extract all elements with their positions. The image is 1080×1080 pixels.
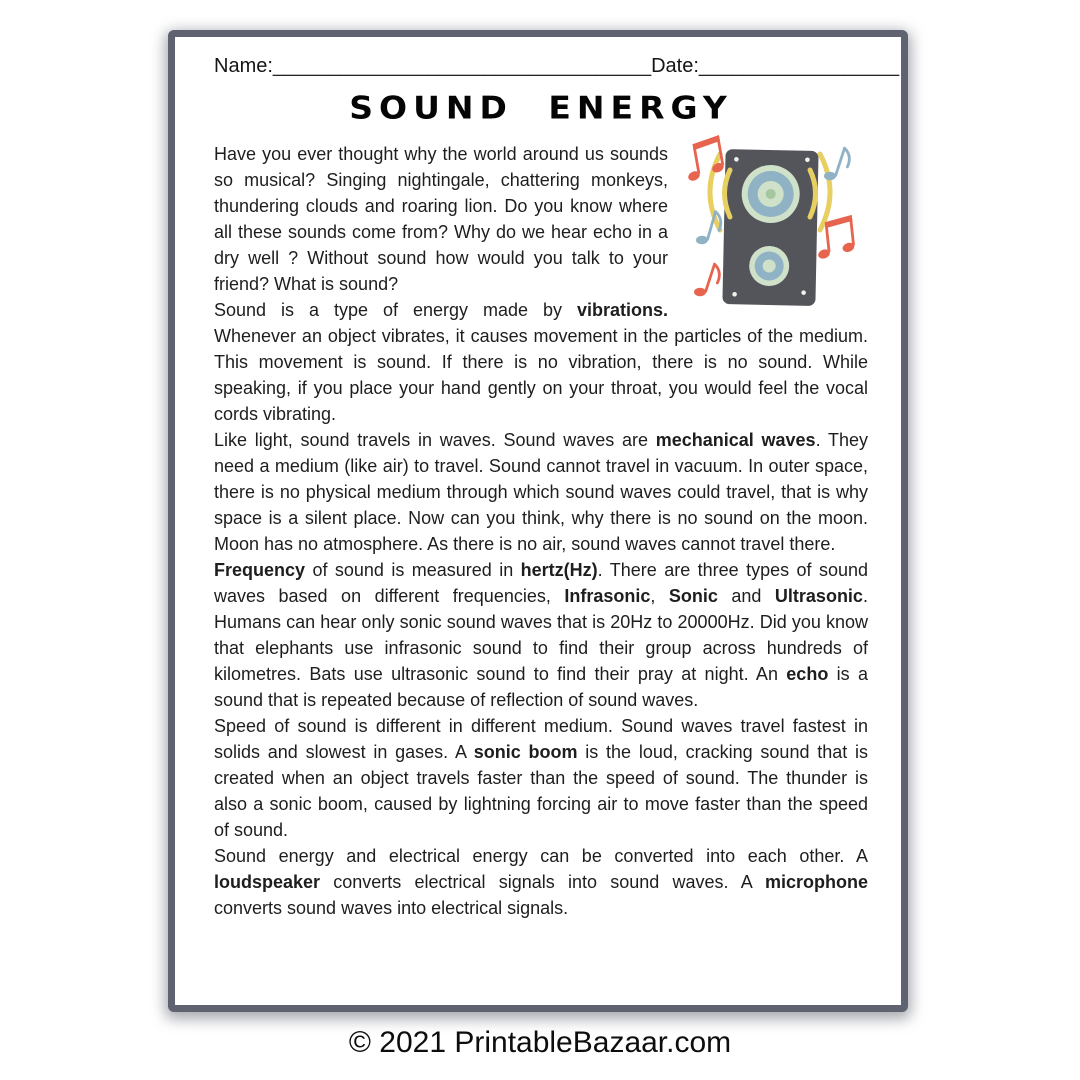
name-date-row [214,55,900,78]
date-field [651,55,899,78]
speaker-icon [722,149,818,306]
paragraph: Frequency of sound is measured in hertz(Hz). There are three types of sound waves based on different frequencies, Infrasonic, Sonic and Ultrasonic. Humans can hear only sonic sound waves that is 20Hz to 20000Hz. Did you know that elephants use infrasonic sound to find their group across hundreds of kilometres. Bats use ultrasonic sound to find their pray at night. An echo is a sound that is repeated because of reflection of sound waves. [214,560,868,710]
music-note-red-icon [691,260,722,302]
copyright-text: © 2021 PrintableBazaar.com [348,1026,732,1059]
paragraph: Speed of sound is different in different medium. Sound waves travel fastest in solids and slowest in gases. A sonic boom is the loud, cracking sound that is created when an object travels faster than the speed of sound. The thunder is also a sonic boom, caused by lightning forcing air to move faster than the speed of sound. [214,716,869,840]
paragraph: Sound is a type of energy made by vibrations. Whenever an object vibrates, it causes movement in the particles of the medium. This movement is sound. If there is no vibration, there is no sound. While speaking, if you place your hand gently on your throat, you would feel the vocal cords vibrating. [214,300,868,424]
worksheet-page [168,30,908,1012]
name-label: Name: [214,55,273,77]
name-blank-line: __________________________________ [272,55,652,77]
name-field [214,55,651,78]
sound-wave-arc-icon [820,154,830,230]
page-title: SOUND ENERGY [349,88,733,127]
date-label: Date: [651,55,699,77]
paragraph: Have you ever thought why the world around us sounds so musical? Singing nightingale, chattering monkeys, thundering clouds and roaring lion. Do you know where all these sounds come from? Why do we hear echo in a dry well ? Without sound how would you talk to your friend? What is sound? [214,144,668,294]
paragraph: Sound energy and electrical energy can be converted into each other. A loudspeaker converts electrical signals into sound waves. A microphone converts sound waves into electrical signals. [214,846,868,918]
music-note-blue-icon [694,208,724,249]
speaker-illustration [672,132,892,317]
paragraph: Like light, sound travels in waves. Sound waves are mechanical waves. They need a medium (like air) to travel. Sound cannot travel in vacuum. In outer space, there is no physical medium through which sound waves could travel, that is why space is a silent place. Now can you think, why there is no sound on the moon. Moon has no atmosphere. As there is no air, sound waves cannot travel there. [214,430,868,554]
music-note-double-red-icon [813,215,856,261]
date-blank-line: __________________ [698,55,900,77]
